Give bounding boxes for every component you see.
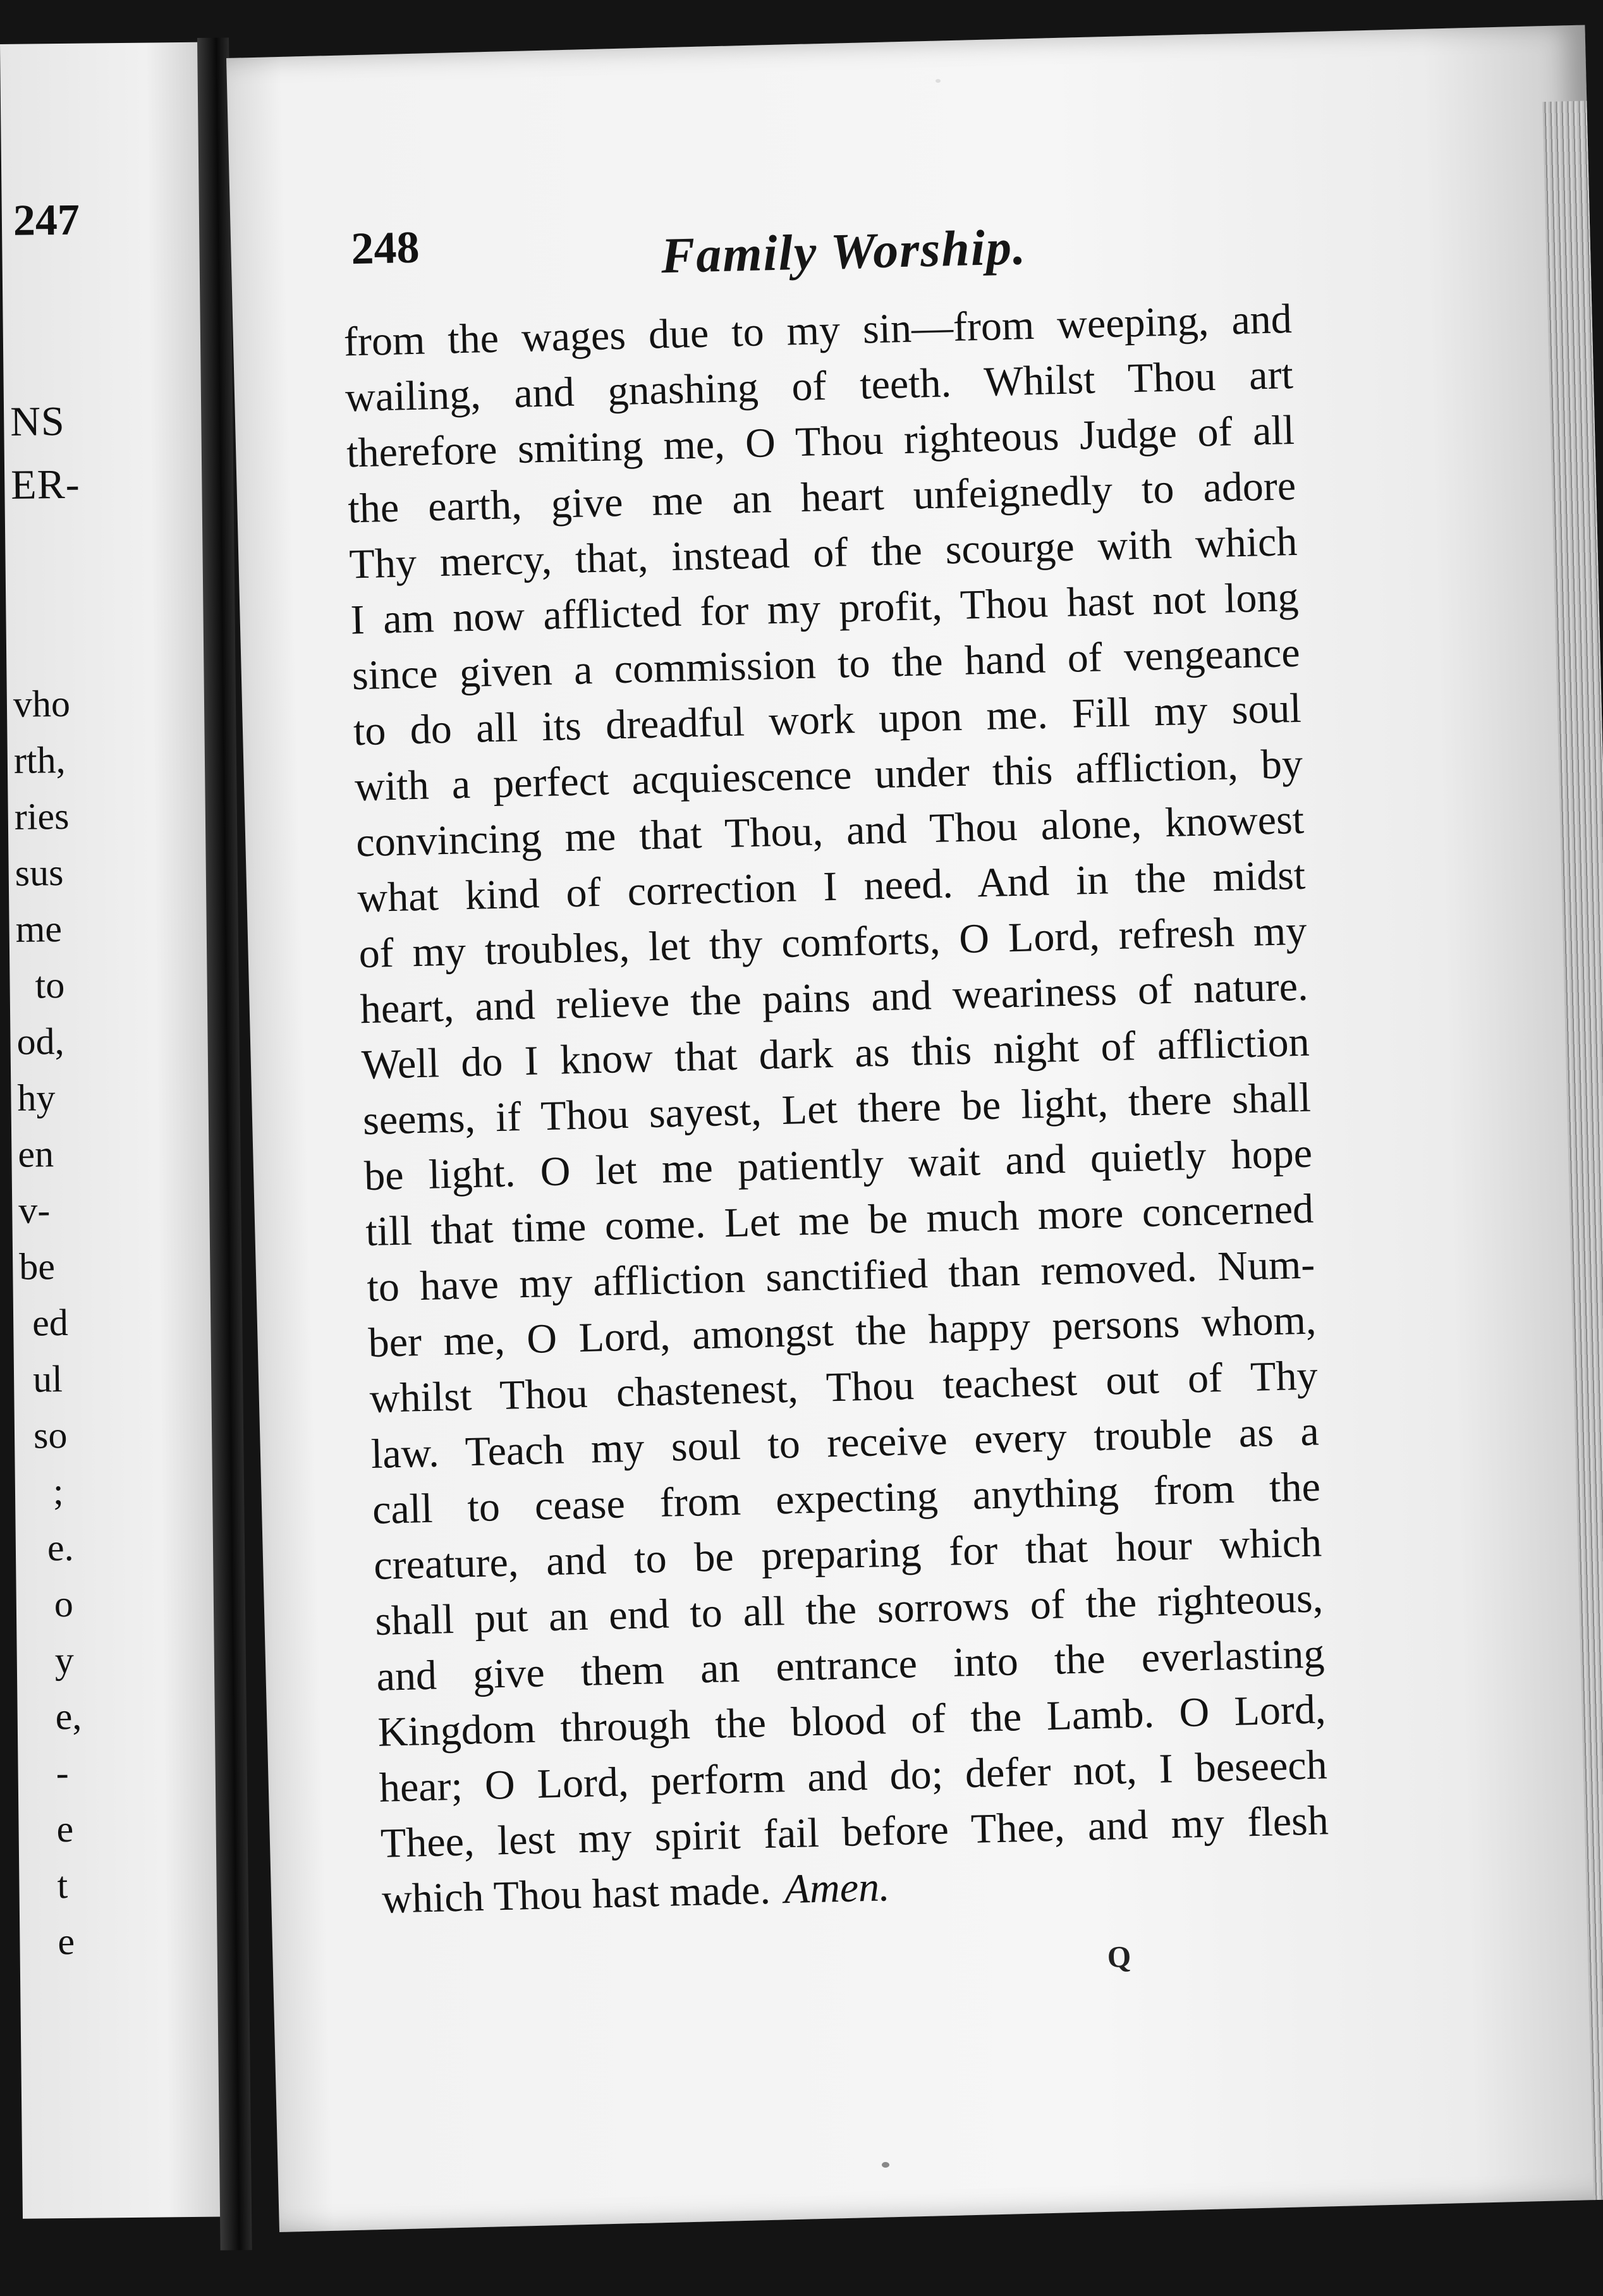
previous-page-line-fragment: e bbox=[58, 1920, 75, 1963]
previous-page-line-fragment: vho bbox=[13, 682, 71, 725]
previous-page-line-fragment: e bbox=[56, 1807, 74, 1850]
previous-page-line-fragment: v- bbox=[18, 1189, 51, 1231]
previous-page-line-fragment: be bbox=[18, 1245, 56, 1288]
text-line: Well do I know that dark as this night of affliction bbox=[361, 1018, 1310, 1089]
text-line: to have my affliction sanctified than removed. Num- bbox=[366, 1241, 1316, 1311]
previous-page-line-fragment: t bbox=[57, 1864, 68, 1907]
body-text bbox=[343, 291, 1331, 1927]
final-line-text: which Thou hast made. bbox=[381, 1866, 771, 1922]
text-line: wailing, and gnashing of teeth. Whilst Thou art bbox=[344, 351, 1294, 421]
text-line: till that time come. Let me be much more concerned bbox=[365, 1185, 1314, 1255]
previous-page-line-fragment: ed bbox=[32, 1301, 69, 1344]
text-line: I am now afflicted for my profit, Thou hast not long bbox=[350, 573, 1300, 644]
text-line: hear; O Lord, perform and do; defer not, I beseech bbox=[379, 1742, 1328, 1811]
text-line: the earth, give me an heart unfeignedly to adore bbox=[347, 462, 1296, 532]
text-line: ber me, O Lord, amongst the happy persons whom, bbox=[367, 1297, 1317, 1367]
signature-mark: Q bbox=[1107, 1939, 1131, 1974]
previous-page-line-fragment: e, bbox=[55, 1695, 82, 1738]
previous-page-line-fragment: rth, bbox=[13, 738, 66, 781]
text-line: of my troubles, let thy comforts, O Lord, refresh my bbox=[358, 907, 1308, 977]
dust-speck bbox=[936, 79, 941, 83]
closing-amen: Amen. bbox=[783, 1864, 891, 1913]
previous-page-line-fragment: ries bbox=[14, 795, 70, 838]
text-line: shall put an end to all the sorrows of the righteous, bbox=[374, 1575, 1324, 1644]
previous-page-line-fragment: od, bbox=[16, 1020, 64, 1063]
previous-page-line-fragment: ; bbox=[52, 1470, 64, 1513]
previous-page-line-fragment: so bbox=[33, 1414, 68, 1456]
dust-speck bbox=[882, 2162, 889, 2168]
text-line: Thy mercy, that, instead of the scourge with which bbox=[348, 518, 1298, 588]
text-line: Kingdom through the blood of the Lamb. O Lord, bbox=[377, 1686, 1327, 1756]
previous-page-heading-fragment: NS bbox=[9, 398, 66, 445]
previous-page-line-fragment: sus bbox=[15, 852, 64, 894]
previous-page-line-fragment: me bbox=[15, 908, 63, 950]
text-line: to do all its dreadful work upon me. Fill my soul bbox=[353, 685, 1302, 755]
page-edges bbox=[1542, 101, 1603, 2200]
previous-page-fragment bbox=[0, 42, 231, 2219]
previous-page-line-fragment: y bbox=[54, 1639, 75, 1682]
running-head: Family Worship. bbox=[660, 219, 1028, 284]
page bbox=[226, 25, 1603, 2232]
text-line: seems, if Thou sayest, Let there be light, there shall bbox=[362, 1074, 1312, 1144]
text-line: convincing me that Thou, and Thou alone, knowest bbox=[355, 796, 1305, 866]
previous-page-line-fragment: ul bbox=[32, 1358, 63, 1400]
page-number: 248 bbox=[350, 221, 420, 274]
previous-page-line-fragment: - bbox=[56, 1752, 69, 1794]
text-line: what kind of correction I need. And in the midst bbox=[357, 852, 1306, 922]
previous-page-line-fragment: o bbox=[54, 1582, 74, 1625]
previous-page-heading-fragment: ER- bbox=[10, 461, 81, 508]
text-line: whilst Thou chastenest, Thou teachest out of Thy bbox=[369, 1352, 1319, 1422]
previous-page-line-fragment: e. bbox=[47, 1526, 74, 1569]
previous-page-line-fragment: to bbox=[35, 964, 65, 1006]
text-line: creature, and to be preparing for that hour which bbox=[373, 1519, 1322, 1589]
text-line: be light. O let me patiently wait and quietly hope bbox=[363, 1130, 1313, 1200]
previous-page-line-fragment: hy bbox=[17, 1077, 56, 1119]
text-line: law. Teach my soul to receive every trouble as a bbox=[370, 1408, 1320, 1478]
text-line: since given a commission to the hand of vengeance bbox=[351, 629, 1301, 699]
text-line: and give them an entrance into the everlasting bbox=[375, 1630, 1326, 1700]
text-line: Thee, lest my spirit fail before Thee, and my flesh bbox=[380, 1797, 1329, 1867]
text-line: from the wages due to my sin—from weeping, and bbox=[343, 295, 1293, 365]
previous-page-number: 247 bbox=[13, 195, 80, 245]
text-line: heart, and relieve the pains and weariness of nature. bbox=[359, 963, 1309, 1033]
text-line: therefore smiting me, O Thou righteous Judge of all bbox=[346, 406, 1295, 477]
text-line: with a perfect acquiescence under this affliction, by bbox=[354, 740, 1303, 810]
text-line: call to cease from expecting anything from the bbox=[372, 1463, 1321, 1534]
previous-page-line-fragment: en bbox=[18, 1133, 54, 1175]
